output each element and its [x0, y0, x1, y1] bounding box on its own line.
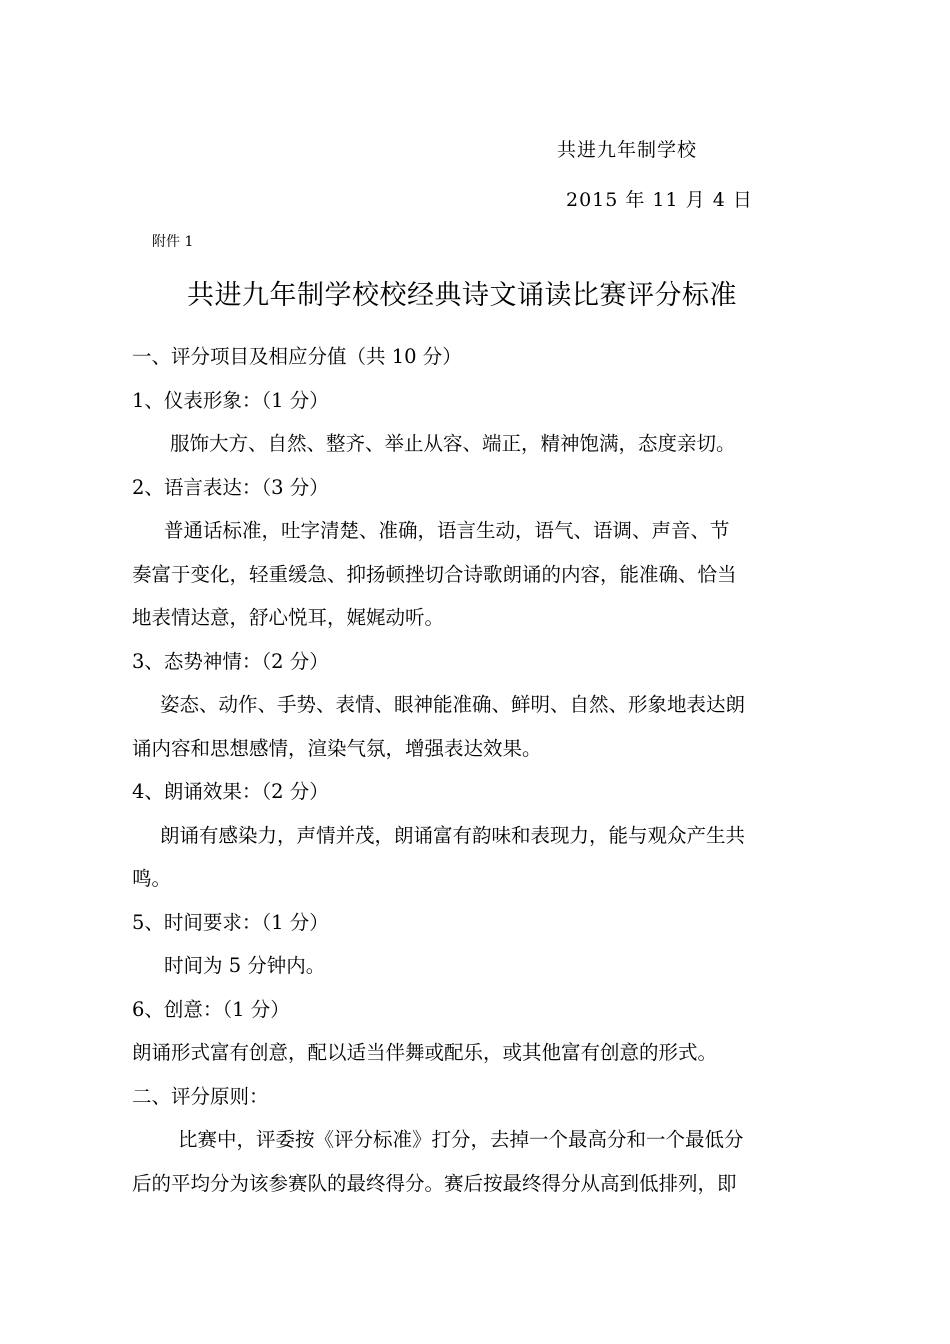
item-label: 5、时间要求：（1 分） — [132, 910, 329, 934]
item-text: 普通话标准，吐字清楚、准确，语言生动，语气、语调、声音、节 — [164, 519, 730, 542]
item-text: 地表情达意，舒心悦耳，娓娓动听。 — [132, 606, 445, 629]
item-text: 服饰大方、自然、整齐、举止从容、端正，精神饱满，态度亲切。 — [170, 432, 736, 455]
item-label: 2、语言表达：（3 分） — [132, 475, 329, 499]
item-label: 1、仪表形象：（1 分） — [132, 388, 329, 412]
item-label: 4、朗诵效果：（2 分） — [132, 780, 329, 803]
item-text: 时间为 5 分钟内。 — [164, 954, 326, 977]
paragraph-text: 后的平均分为该参赛队的最终得分。赛后按最终得分从高到低排列，即 — [132, 1171, 737, 1195]
item-label: 3、态势神情：（2 分） — [132, 649, 329, 673]
item-text: 朗诵有感染力，声情并茂，朗诵富有韵味和表现力，能与观众产生共 — [160, 823, 746, 847]
document-title: 共进九年制学校校经典诗文诵读比赛评分标准 — [187, 280, 737, 311]
item-text: 诵内容和思想感情，渲染气氛，增强表达效果。 — [132, 736, 542, 760]
item-text: 朗诵形式富有创意，配以适当伴舞或配乐，或其他富有创意的形式。 — [132, 1041, 718, 1064]
paragraph-text: 比赛中，评委按《评分标准》打分，去掉一个最高分和一个最低分 — [178, 1128, 744, 1151]
item-text: 鸣。 — [132, 867, 172, 890]
item-text: 奏富于变化，轻重缓急、抑扬顿挫切合诗歌朗诵的内容，能准确、恰当 — [132, 562, 737, 586]
issue-date: 2015 年 11 月 4 日 — [566, 189, 753, 211]
attachment-label: 附件 1 — [152, 234, 194, 250]
section-heading: 二、评分原则： — [132, 1084, 269, 1108]
section-heading: 一、评分项目及相应分值（共 10 分） — [132, 345, 462, 368]
item-text: 姿态、动作、手势、表情、眼神能准确、鲜明、自然、形象地表达朗 — [160, 693, 746, 716]
document-body — [132, 335, 822, 1205]
issuer-school: 共进九年制学校 — [557, 139, 698, 161]
item-label: 6、创意：（1 分） — [132, 997, 290, 1021]
